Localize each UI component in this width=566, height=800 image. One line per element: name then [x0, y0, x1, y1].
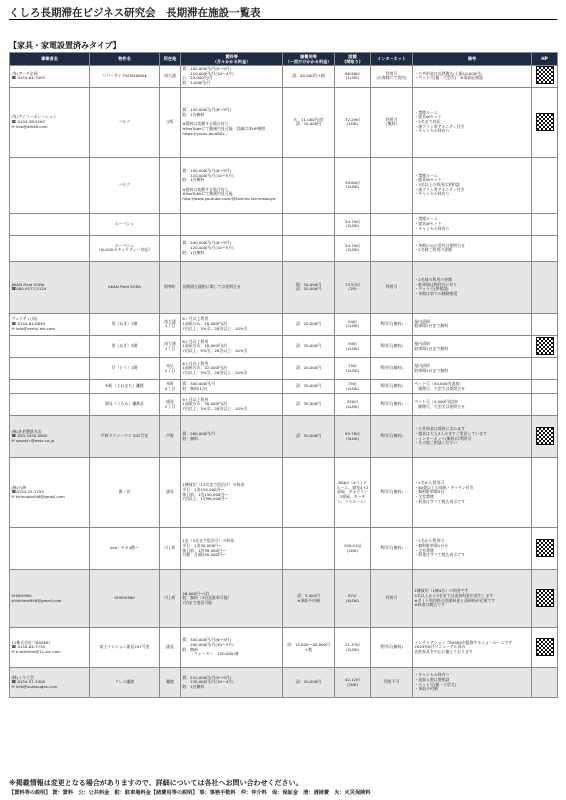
table-header-row — [10, 53, 558, 66]
notes-cell: 1棟貸切（1棟4名）の料金です 4名以上から5名までは追加料金が発生します ※サイト利用料の別途料金と清掃料が必要です ※料金は税込です — [413, 570, 532, 628]
rent-cell: 長期滞在価格に関しては要問合せ — [181, 261, 283, 313]
hp-cell — [532, 261, 558, 313]
fees-cell — [283, 213, 335, 235]
location-cell — [160, 235, 181, 261]
internet-cell: 利用可(無料) — [371, 394, 413, 416]
header-hp: HP — [532, 53, 558, 66]
location-cell: 瀬渡 — [160, 668, 181, 698]
facility-table — [9, 52, 558, 698]
operator-cell: AKAN Field SORA ☎080-9277-5124 — [10, 261, 90, 313]
qr-code-icon[interactable] — [536, 337, 554, 355]
area-cell: 94㎡ (2LDK) — [335, 313, 371, 335]
notes-cell: インテリアショップBASE9が監修するショールームです 2025年6月リニューアル済み 北欧家具を中心に揃えております — [413, 628, 532, 668]
location-cell: 南大通 1丁目 — [160, 313, 181, 335]
rent-cell: 6ヶ月以上利用 1部屋のみ：22,000円/泊 7泊以上：5%引、28泊以上：10%引 — [181, 358, 283, 380]
hp-cell — [532, 157, 558, 213]
rent-cell: 賃：210,000円/月(5〜9月) 230,000円/月(10〜4月) 駐：1台無料 — [181, 668, 283, 698]
location-cell — [160, 213, 181, 235]
fees-cell: 清：20,000円 — [283, 313, 335, 335]
header-area: 面積 (間取り) — [335, 53, 371, 66]
operator-cell: (株)佐伯製鉄支店 ☎ 050-3490-0800 ✉ sasaki.r@esse.co.jp — [10, 416, 90, 458]
header-rent: 賃料等 （月々かかる料金） — [181, 53, 283, 66]
table-row — [10, 213, 558, 235]
operator-cell — [10, 213, 90, 235]
section-subtitle: 【家具・家電設置済みタイプ】 — [9, 41, 121, 50]
area-cell: 99.78㎡ (3LDK) — [335, 416, 371, 458]
operator-cell — [10, 394, 90, 416]
notes-cell: ・公共料金は賃料に含みます ・寝具は大人3人分までご用意しています ・インターネット(無料)は利用可 ・その他ご相談ください — [413, 416, 532, 458]
rent-cell: 賃：150,000円/月(6〜9月) 駐：1台無料 ※賃料は変動する場合有り ※YouTubeにて動画内見可能 詳細は本HP参照 https://youtu.be/a8Zz... — [181, 87, 283, 157]
area-cell: 250㎡ (4LDK) — [335, 394, 371, 416]
fees-cell — [283, 235, 335, 261]
location-cell: 芦野 — [160, 416, 181, 458]
hp-cell — [532, 213, 558, 235]
location-cell: 南大通 1丁目 — [160, 335, 181, 357]
property-cell: AKAN Field SORA — [90, 261, 160, 313]
rent-cell: 賃：200,000円/月(6〜9月) 120,000円/月(10〜5月) 駐：1台無料 — [181, 235, 283, 261]
hp-cell — [532, 65, 558, 87]
notes-cell: 屋内清掃 駐車場2台まで無料 — [413, 358, 532, 380]
operator-cell: (有)アーチ企画 ☎ 0154-64-7403 — [10, 65, 90, 87]
footer-legend: 【賃料等の説明】 賃：賃料 公：公共料金 駐：駐車場料金【諸費用等の説明】 事：事務手数料 仲：仲介料 保：保証金 清：清掃費 火：火災保険料 — [9, 790, 371, 796]
rent-cell: 6ヶ月以上利用 1部屋のみ：18,000円/泊 7泊以上：5%引、28泊以上：10%引 — [181, 335, 283, 357]
hp-cell — [532, 87, 558, 157]
location-cell: 米町 4丁目 — [160, 380, 181, 394]
internet-cell: 利用可(無料) — [371, 358, 413, 380]
notes-cell: ・禁煙ルーム ・寝具Wセット ・キャンセル料有り — [413, 213, 532, 235]
fees-cell: 清：15,000〜40,000円+税 — [283, 628, 335, 668]
rent-cell: 26,000円〜/泊 駐：無料（3台迄駐車可能） 7泊まで宿泊可能 — [181, 570, 283, 628]
property-cell: 満見（うらみ）鎌鉄荘 — [90, 394, 160, 416]
hp-cell — [532, 628, 558, 668]
area-cell: 384㎡（4ベッドルーム、寝室4+2部屋、ギャラリー2部屋、キッチン、バスルーム） — [335, 458, 371, 528]
table-row — [10, 458, 558, 528]
internet-cell: 利用可 — [371, 261, 413, 313]
rent-cell: 賃：300,000円/月 駐：無料(1台) — [181, 380, 283, 394]
property-cell: 芦野タウンハウス 202号室 — [90, 416, 160, 458]
rent-cell: 1棟貸切（13名まで宿泊可）の料金 平日：1泊120,000円〜 休日前：1泊150,000円〜 7泊以上：1泊96,000円〜 — [181, 458, 283, 528]
page-title: くしろ長期滞在ビジネス研究会 長期滞在施設一覧表 — [9, 7, 261, 19]
rent-cell: 賃：190,000円/月(6〜9月) 110,000円/月(10〜5月) 駐：1台無料 ※賃料は変動する場合有り ※YouTubeにて動画内見可能 http://www.youtube.com/@kushiro.shimnaiooya — [181, 157, 283, 213]
fees-cell: 保：50,000円 清：50,000円 — [283, 261, 335, 313]
internet-cell: 利用不可 — [371, 668, 413, 698]
internet-cell — [371, 157, 413, 213]
property-cell: クレス瀬渡 — [90, 668, 160, 698]
internet-cell: 利用可 (無料) — [371, 87, 413, 157]
qr-code-icon[interactable] — [536, 638, 554, 656]
fees-cell: 清：50,000円 — [283, 416, 335, 458]
area-cell: 51.37㎡ (2LDK) — [335, 628, 371, 668]
area-cell: 66.96㎡ (1LDK) — [335, 65, 371, 87]
notes-cell: ・1名から利用可 ・60畳以上の部屋・キッチン付き ・無料駐車場5台 ・全室禁煙 ・料金はすべて税込表示です — [413, 458, 532, 528]
internet-cell — [371, 235, 413, 261]
fees-cell: 清：20,000円 — [283, 380, 335, 394]
notes-cell: ・禁煙ルーム ・寝具Wセット ・2名まで対応 ・歯ブラシ等アメニティ付き ・キャンセル料有り — [413, 87, 532, 157]
rent-cell: 賃：260,000円/月 駐：無料 — [181, 416, 283, 458]
fees-cell: 火：11,000円/室 清：10,000円 — [283, 87, 335, 157]
table-row — [10, 528, 558, 570]
operator-cell: (有)アイコーポレーション ☎ 0154-38-5167 ✉ info@ai946.com — [10, 87, 90, 157]
area-cell: 94㎡ (2LDK) — [335, 335, 371, 357]
qr-code-icon[interactable] — [536, 539, 554, 557]
operator-cell — [10, 358, 90, 380]
title-divider — [9, 19, 557, 20]
notes-cell: ・公共料金は光熱費込(上限10,000円) ・ペット可(猫・大型犬) ※事前応相談 — [413, 65, 532, 87]
location-cell — [160, 157, 181, 213]
table-row — [10, 87, 558, 157]
internet-cell: 利用可(無料) — [371, 458, 413, 528]
fees-cell: 清：40,000円+税 — [283, 65, 335, 87]
area-cell: 87㎡ (4LDK) — [335, 570, 371, 628]
area-cell: 104.41㎡ (2DK) — [335, 528, 371, 570]
property-cell: ルーベシェ — [90, 213, 160, 235]
property-cell: ルーベシェ （ALSOKセキュリティー対応） — [90, 235, 160, 261]
area-cell: 42.12㎡ (2DK) — [335, 668, 371, 698]
area-cell: 59.60㎡ (2LDK) — [335, 157, 371, 213]
notes-cell: 屋内清掃 駐車場2台まで無料 — [413, 335, 532, 357]
internet-cell: 利用可(無料) — [371, 628, 413, 668]
qr-code-icon[interactable] — [536, 113, 554, 131]
rent-cell: 賃：300,000円/月(6〜9月) 200,000円/月(10〜5月) 駐：無料 ・ウォーター 120,000/週 — [181, 628, 283, 668]
rent-cell — [181, 213, 283, 235]
hp-cell — [532, 313, 558, 335]
hp-cell — [532, 570, 558, 628]
table-row — [10, 416, 558, 458]
table-row — [10, 380, 558, 394]
location-cell: 阿寒町 — [160, 261, 181, 313]
fees-cell: 清：20,000円 — [283, 358, 335, 380]
operator-cell — [10, 380, 90, 394]
internet-cell: 利用可(無料) — [371, 416, 413, 458]
fees-cell — [283, 157, 335, 213]
location-cell: 南大通 — [160, 65, 181, 87]
rent-cell: 6ヶ月以上利用 1部屋のみ：18,000円/泊 7泊以上：5%引、28泊以上：10%引 — [181, 313, 283, 335]
hp-cell — [532, 335, 558, 357]
internet-cell: 利用可 (お客様にて契約) — [371, 65, 413, 87]
property-cell: 灯（とう）1階 — [90, 358, 160, 380]
fees-cell — [283, 528, 335, 570]
table-row — [10, 394, 558, 416]
notes-cell: ・禁煙ルーム ・寝具Wセット ・3名以上の利用は要相談 ・歯ブラシ等アメニティ付き ・キャンセル料有り — [413, 157, 532, 213]
property-cell: バルク — [90, 87, 160, 157]
hp-cell — [532, 380, 558, 394]
location-cell: 川上町 — [160, 528, 181, 570]
fees-cell: 清：30,000円 — [283, 394, 335, 416]
header-notes: 備考 — [413, 53, 532, 66]
operator-cell: (株)五洲 ☎0154-25-1755 ✉ kirinooto946@gmail.com — [10, 458, 90, 528]
qr-code-icon[interactable] — [536, 427, 554, 445]
location-cell: 宝町 — [160, 87, 181, 157]
property-cell: 帯（ぬき）3階 — [90, 335, 160, 357]
notes-cell: ・キャンセル料有り ・追加人数は要相談 ・ペット可(猫・小型犬) ・事前予約制 — [413, 668, 532, 698]
fees-cell: 清：20,000円 — [283, 668, 335, 698]
notes-cell: ペット可（5,000円追加） 喫煙可、大型犬は要問合せ — [413, 394, 532, 416]
property-cell: 米町（よねまち）鎌鉄 — [90, 380, 160, 394]
rent-cell: 6ヶ月以上利用 1部屋のみ：30,000円/泊 7泊以上：5%引、28泊以上：10%引 — [181, 394, 283, 416]
footer-note: ※掲載情報は変更となる場合がありますので、詳細については各社へお問い合わせください。 — [9, 779, 303, 787]
operator-cell: ヴェリティ(同) ☎ 0154-64-6849 ✉ info@verity-mk.com — [10, 313, 90, 335]
internet-cell: 利用可(無料) — [371, 380, 413, 394]
property-cell: 帯（ぬき）1階 — [90, 313, 160, 335]
operator-cell — [10, 157, 90, 213]
header-property: 物件名 — [90, 53, 160, 66]
notes-cell: 屋内清掃 駐車場2台まで無料 — [413, 313, 532, 335]
header-fees: 諸費用等 （一回だけかかる料金） — [283, 53, 335, 66]
area-cell: 75㎡ (2LDK) — [335, 380, 371, 394]
operator-cell: SHISHIMAI shishimai946@gmail.com — [10, 570, 90, 628]
table-row — [10, 335, 558, 357]
rent-cell: 1室（5名まで宿泊可）の料金 平日：1泊30,000円〜 休日前：1泊39,000円〜 月額：月額350,000円〜 — [181, 528, 283, 570]
header-location: 所在地 — [160, 53, 181, 66]
location-cell: 浦見 — [160, 628, 181, 668]
operator-cell — [10, 528, 90, 570]
area-cell: 54.70㎡ (2LDK) — [335, 235, 371, 261]
table-row — [10, 261, 558, 313]
notes-cell: ・冬期のみの受付は要問合せ ・2名様ご利用の金額 — [413, 235, 532, 261]
area-cell: 75㎡ (2LDK) — [335, 358, 371, 380]
table-row — [10, 157, 558, 213]
fees-cell: 清：20,000円 — [283, 335, 335, 357]
location-cell: 浦見 — [160, 458, 181, 528]
hp-cell — [532, 394, 558, 416]
internet-cell: 利用可 — [371, 570, 413, 628]
internet-cell: 利用可(無料) — [371, 313, 413, 335]
internet-cell: 利用可(無料) — [371, 335, 413, 357]
table-row — [10, 358, 558, 380]
notes-cell: ペット可（30,000円追加） 喫煙可、大型犬は要問合せ — [413, 380, 532, 394]
rent-cell: 賃：100,000円/月(5〜9月) 110,000円/月(10〜4月) 公：25,000円/月 駐：3,000円/月 — [181, 65, 283, 87]
table-row — [10, 313, 558, 335]
property-cell: リバーサイドKITAHARAⅡ — [90, 65, 160, 87]
property-cell: バルク — [90, 157, 160, 213]
hp-cell — [532, 358, 558, 380]
location-cell: 末広 2丁目 — [160, 358, 181, 380]
fees-cell: 清：5,000円 ※事前予約制 — [283, 570, 335, 628]
area-cell: 32.29㎡ (1DK) — [335, 87, 371, 157]
table-row — [10, 668, 558, 698]
table-row — [10, 570, 558, 628]
table-row — [10, 628, 558, 668]
location-cell: 川上町 — [160, 570, 181, 628]
property-cell: ose一チセ4階〜 — [90, 528, 160, 570]
internet-cell — [371, 213, 413, 235]
internet-cell: 利用可(無料) — [371, 528, 413, 570]
fees-cell — [283, 458, 335, 528]
area-cell: 73.97㎡ (1R) — [335, 261, 371, 313]
header-internet: インターネット — [371, 53, 413, 66]
operator-cell — [10, 335, 90, 357]
location-cell: 浦見 2丁目 — [160, 394, 181, 416]
qr-code-icon[interactable] — [536, 589, 554, 607]
qr-code-icon[interactable] — [536, 66, 554, 84]
hp-cell — [532, 668, 558, 698]
operator-cell: (株)ミヤ工芸 ☎ 0154-57-3300 ✉ info@suekouges.com — [10, 668, 90, 698]
table-row — [10, 65, 558, 87]
notes-cell: ・2名様の利用の金額 ・駐車場は物件内に有り ・ペット可(要相談) ・冬期は車での移動推奨 — [413, 261, 532, 313]
hp-cell — [532, 458, 558, 528]
area-cell: 54.70㎡ (2LDK) — [335, 213, 371, 235]
notes-cell: ・1名から利用可 ・無料駐車場1台分 ・全室禁煙 ・料金はすべて税込表示です — [413, 528, 532, 570]
hp-cell — [532, 235, 558, 261]
header-operator: 事業者名 — [10, 53, 90, 66]
operator-cell — [10, 235, 90, 261]
table-row — [10, 235, 558, 261]
hp-cell — [532, 528, 558, 570]
property-cell: 霧ノ音 — [90, 458, 160, 528]
property-cell: 富士マンション浦見207号室 — [90, 628, 160, 668]
property-cell: SHISHIMAI — [90, 570, 160, 628]
hp-cell — [532, 416, 558, 458]
operator-cell: 11株式会社（BASE9） ☎ 0154-64-7735 ✉ k-toshima@11-inc.com — [10, 628, 90, 668]
